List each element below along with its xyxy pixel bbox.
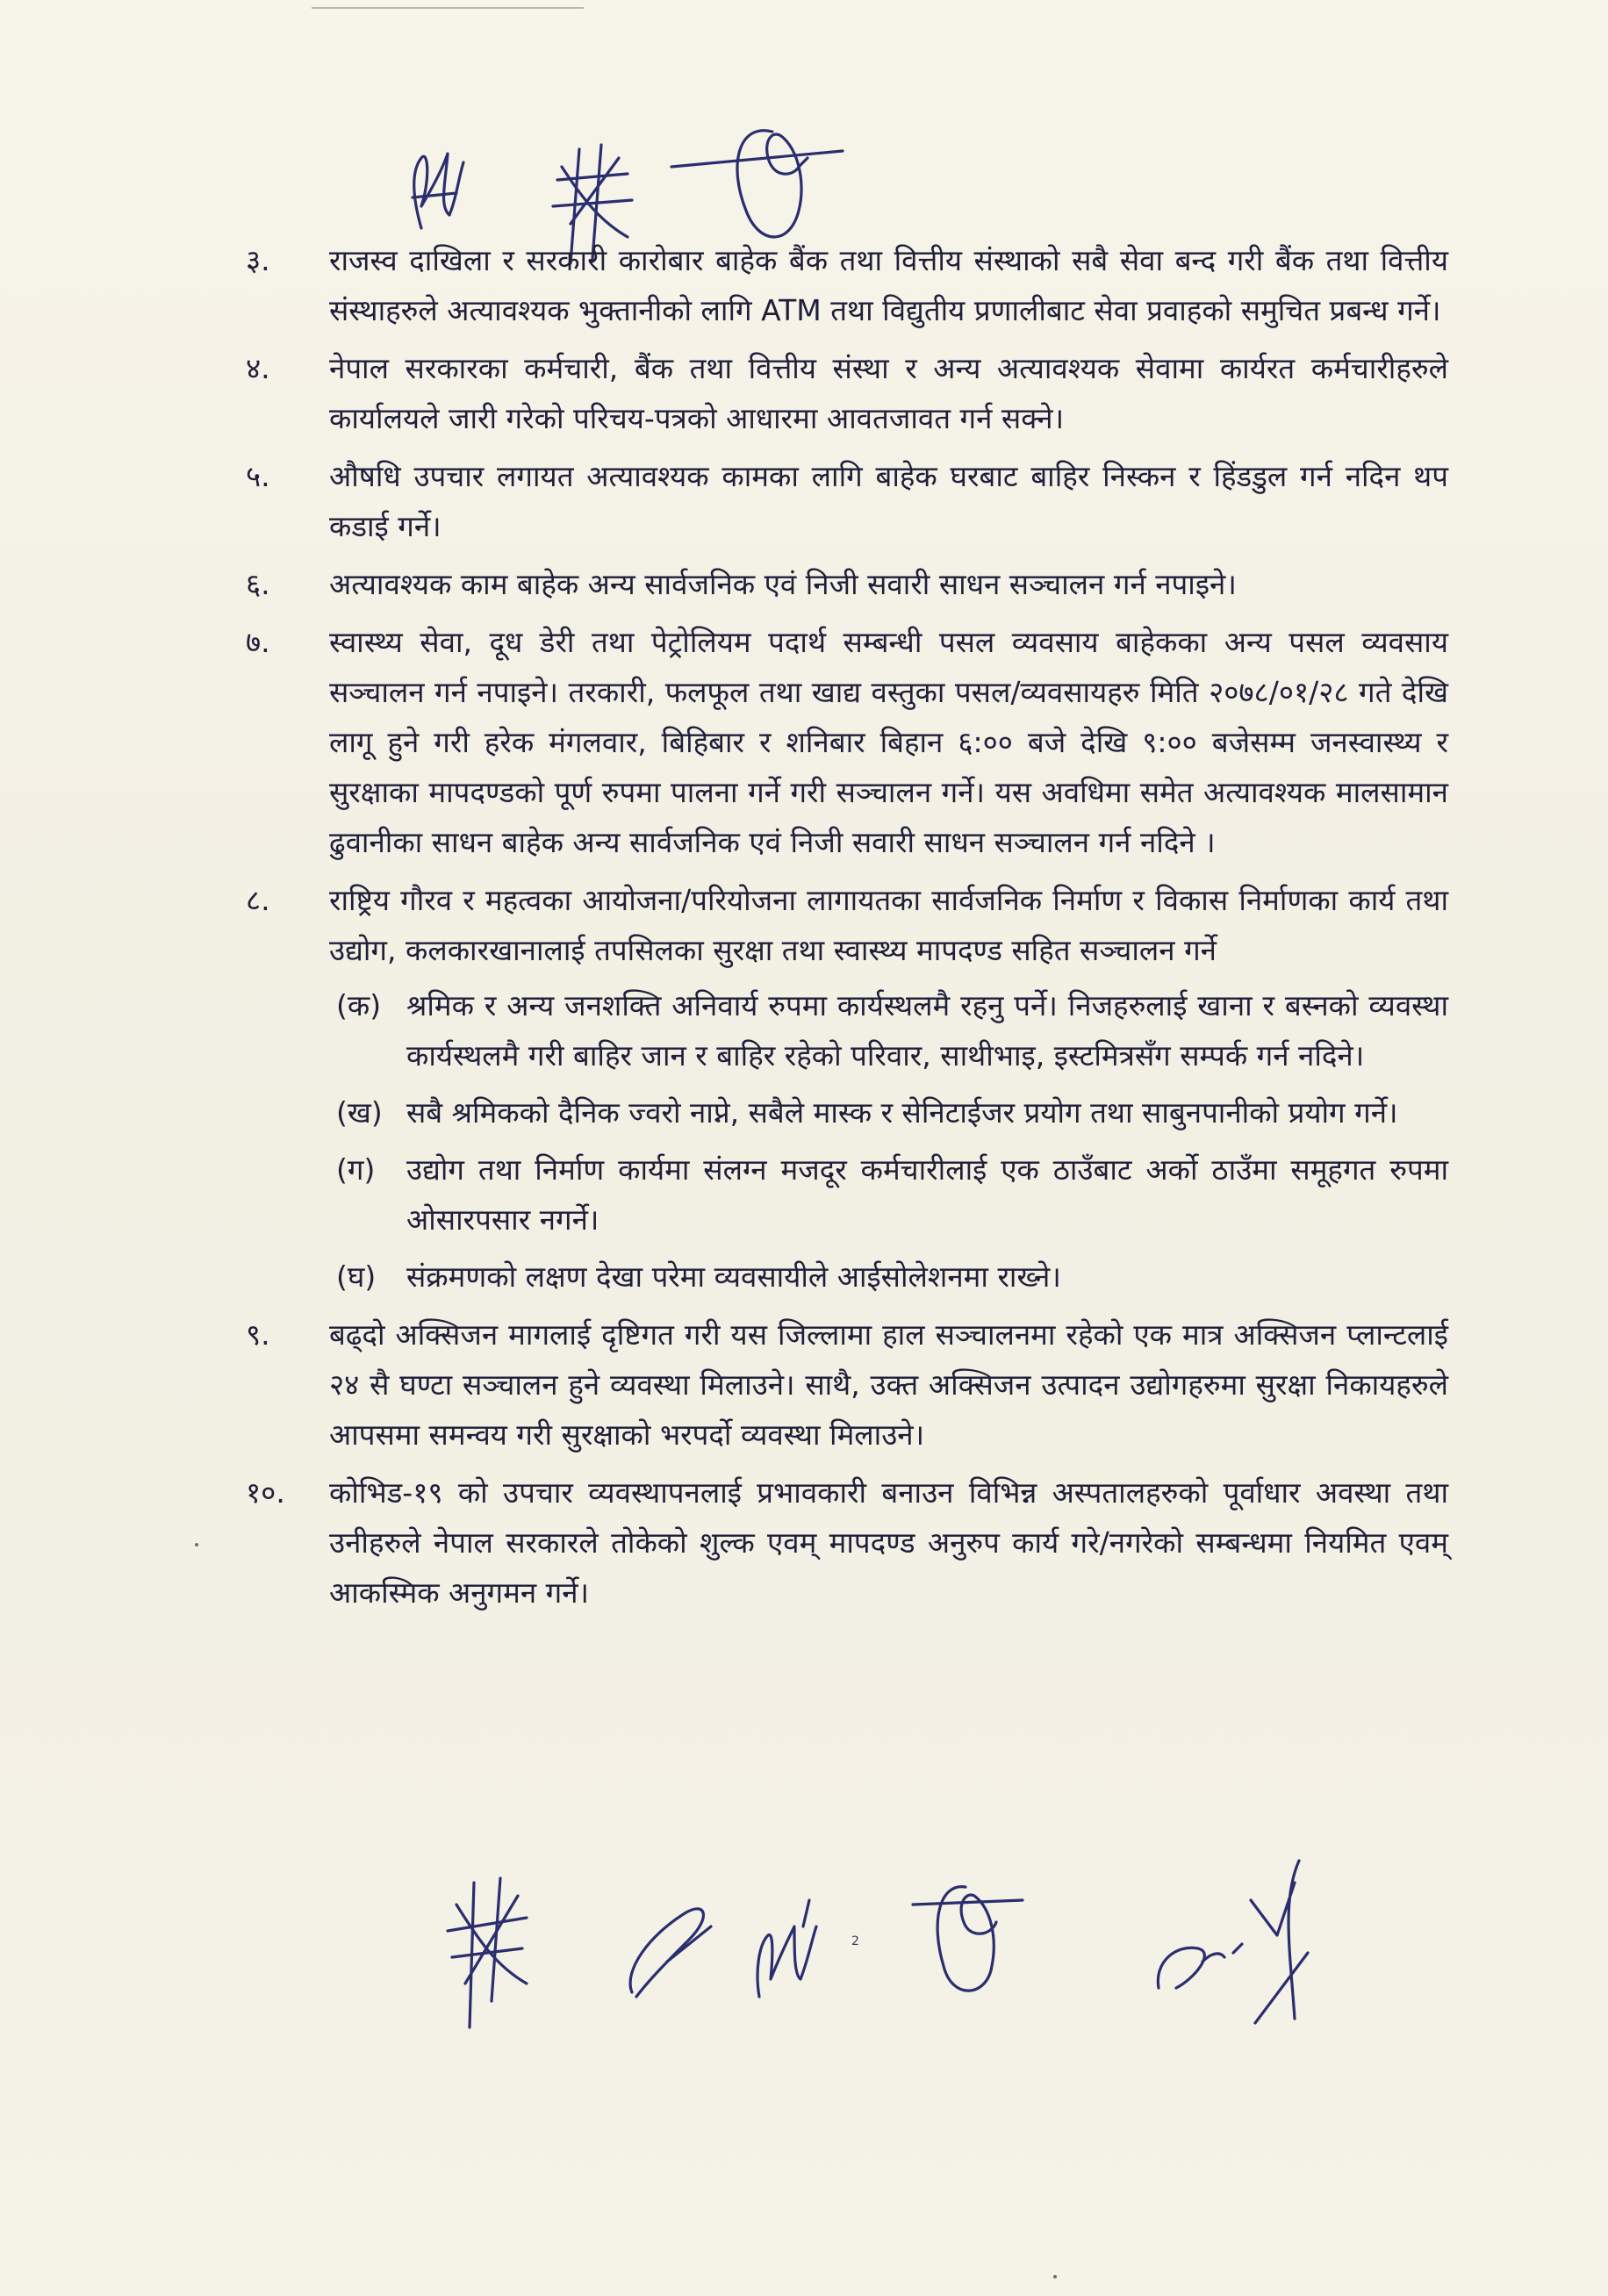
list-item: [246, 559, 1448, 609]
sub-item-text: उद्योग तथा निर्माण कार्यमा संलग्न मजदूर कर्मचारीलाई एक ठाउँबाट अर्को ठाउँमा समूहगत रुपमा ओसारपसार नगर्ने।: [406, 1152, 1448, 1237]
list-item: [246, 343, 1448, 443]
item-number: ८.: [246, 883, 270, 917]
list-item: [246, 1309, 1448, 1460]
item-number: ६.: [246, 567, 270, 601]
item-text: औषधि उपचार लगायत अत्यावश्यक कामका लागि बाहेक घरबाट बाहिर निस्कन र हिंडडुल गर्न नदिन थप कडाई गर्ने।: [329, 459, 1448, 543]
document-body: [246, 235, 1448, 1625]
sub-list-item: [336, 980, 1448, 1080]
item-number: ७.: [246, 625, 270, 659]
page-number: 2: [851, 1934, 859, 1948]
item-text: कोभिड-१९ को उपचार व्यवस्थापनलाई प्रभावकारी बनाउन विभिन्न अस्पतालहरुको पूर्वाधार अवस्था तथा उनीहरुले नेपाल सरकारले तोकेको शुल्क एवम् मापदण्ड अनुरुप कार्य गरे/नगरेको सम्बन्धमा नियमित एवम् आकस्मिक अनुगमन गर्ने।: [329, 1475, 1448, 1610]
sub-item-text: संक्रमणको लक्षण देखा परेमा व्यवसायीले आईसोलेशनमा राख्ने।: [406, 1259, 1061, 1294]
sub-item-text: श्रमिक र अन्य जनशक्ति अनिवार्य रुपमा कार्यस्थलमै रहनु पर्ने। निजहरुलाई खाना र बस्नको व्यवस्था कार्यस्थलमै गरी बाहिर जान र बाहिर रहेको परिवार, साथीभाइ, इस्टमित्रसँग सम्पर्क गर्न नदिने।: [406, 988, 1448, 1073]
list-item: [246, 451, 1448, 551]
sub-item-number: (ग): [336, 1152, 376, 1187]
sub-list-item: [336, 1144, 1448, 1245]
scan-speck: [195, 1543, 198, 1546]
scan-edge-line: [312, 7, 584, 9]
list-item: [246, 617, 1448, 867]
signature-bottom-1: [439, 1869, 535, 2036]
item-number: ३.: [246, 243, 270, 277]
sub-list-item: [336, 1252, 1448, 1302]
item-number: ५.: [246, 459, 270, 493]
list-item: [246, 235, 1448, 335]
signature-top-1: [395, 145, 483, 241]
sub-list-item: [336, 1087, 1448, 1137]
item-text: बढ्दो अक्सिजन मागलाई दृष्टिगत गरी यस जिल्लामा हाल सञ्चालनमा रहेको एक मात्र अक्सिजन प्लान्टलाई २४ सै घण्टा सञ्चालन हुने व्यवस्था मिलाउने। साथै, उक्त अक्सिजन उत्पादन उद्योगहरुमा सुरक्षा निकायहरुले आपसमा समन्वय गरी सुरक्षाको भरपर्दो व्यवस्था मिलाउने।: [329, 1317, 1448, 1452]
item-number: ४.: [246, 351, 270, 385]
sub-item-text: सबै श्रमिकको दैनिक ज्वरो नाप्ने, सबैले मास्क र सेनिटाईजर प्रयोग तथा साबुनपानीको प्रयोग गर्ने।: [406, 1095, 1398, 1130]
sub-item-number: (घ): [336, 1259, 377, 1294]
item-number: १०.: [246, 1475, 285, 1510]
signature-bottom-4: [904, 1869, 1027, 2010]
item-text: राष्ट्रिय गौरव र महत्वका आयोजना/परियोजना लागायतका सार्वजनिक निर्माण र विकास निर्माणका कार्य तथा उद्योग, कलकारखानालाई तपसिलका सुरक्षा तथा स्वास्थ्य मापदण्ड सहित सञ्चालन गर्ने: [329, 883, 1448, 967]
sub-item-number: (क): [336, 988, 382, 1022]
list-item: [246, 1467, 1448, 1618]
item-text: स्वास्थ्य सेवा, दूध डेरी तथा पेट्रोलियम पदार्थ सम्बन्धी पसल व्यवसाय बाहेकका अन्य पसल व्यवसाय सञ्चालन गर्न नपाइने। तरकारी, फलफूल तथा खाद्य वस्तुका पसल/व्यवसायहरु मिति २०७८/०१/२८ गते देखि लागू हुने गरी हरेक मंगलवार, बिहिबार र शनिबार बिहान ६:०० बजे देखि ९:०० बजेसम्म जनस्वास्थ्य र सुरक्षाका मापदण्डको पूर्ण रुपमा पालना गर्ने गरी सञ्चालन गर्ने। यस अवधिमा समेत अत्यावश्यक मालसामान ढुवानीका साधन बाहेक अन्य सार्वजनिक एवं निजी सवारी साधन सञ्चालन गर्न नदिने ।: [329, 625, 1448, 859]
signature-bottom-5: [1150, 1848, 1325, 2032]
scan-speck: [1053, 2275, 1057, 2278]
item-text: नेपाल सरकारका कर्मचारी, बैंक तथा वित्तीय संस्था र अन्य अत्यावश्यक सेवामा कार्यरत कर्मचारीहरुले कार्यालयले जारी गरेको परिचय-पत्रको आधारमा आवतजावत गर्न सक्ने।: [329, 351, 1448, 435]
sub-item-number: (ख): [336, 1095, 383, 1130]
signature-bottom-2: [614, 1900, 720, 2005]
signature-bottom-3: [746, 1891, 843, 2005]
item-text: राजस्व दाखिला र सरकारी कारोबार बाहेक बैंक तथा वित्तीय संस्थाको सबै सेवा बन्द गरी बैंक तथा वित्तीय संस्थाहरुले अत्यावश्यक भुक्तानीको लागि ATM तथा विद्युतीय प्रणालीबाट सेवा प्रवाहको समुचित प्रबन्ध गर्ने।: [329, 243, 1448, 327]
list-item: [246, 875, 1448, 1302]
item-number: ९.: [246, 1317, 270, 1352]
item-text: अत्यावश्यक काम बाहेक अन्य सार्वजनिक एवं निजी सवारी साधन सञ्चालन गर्न नपाइने।: [329, 567, 1237, 601]
